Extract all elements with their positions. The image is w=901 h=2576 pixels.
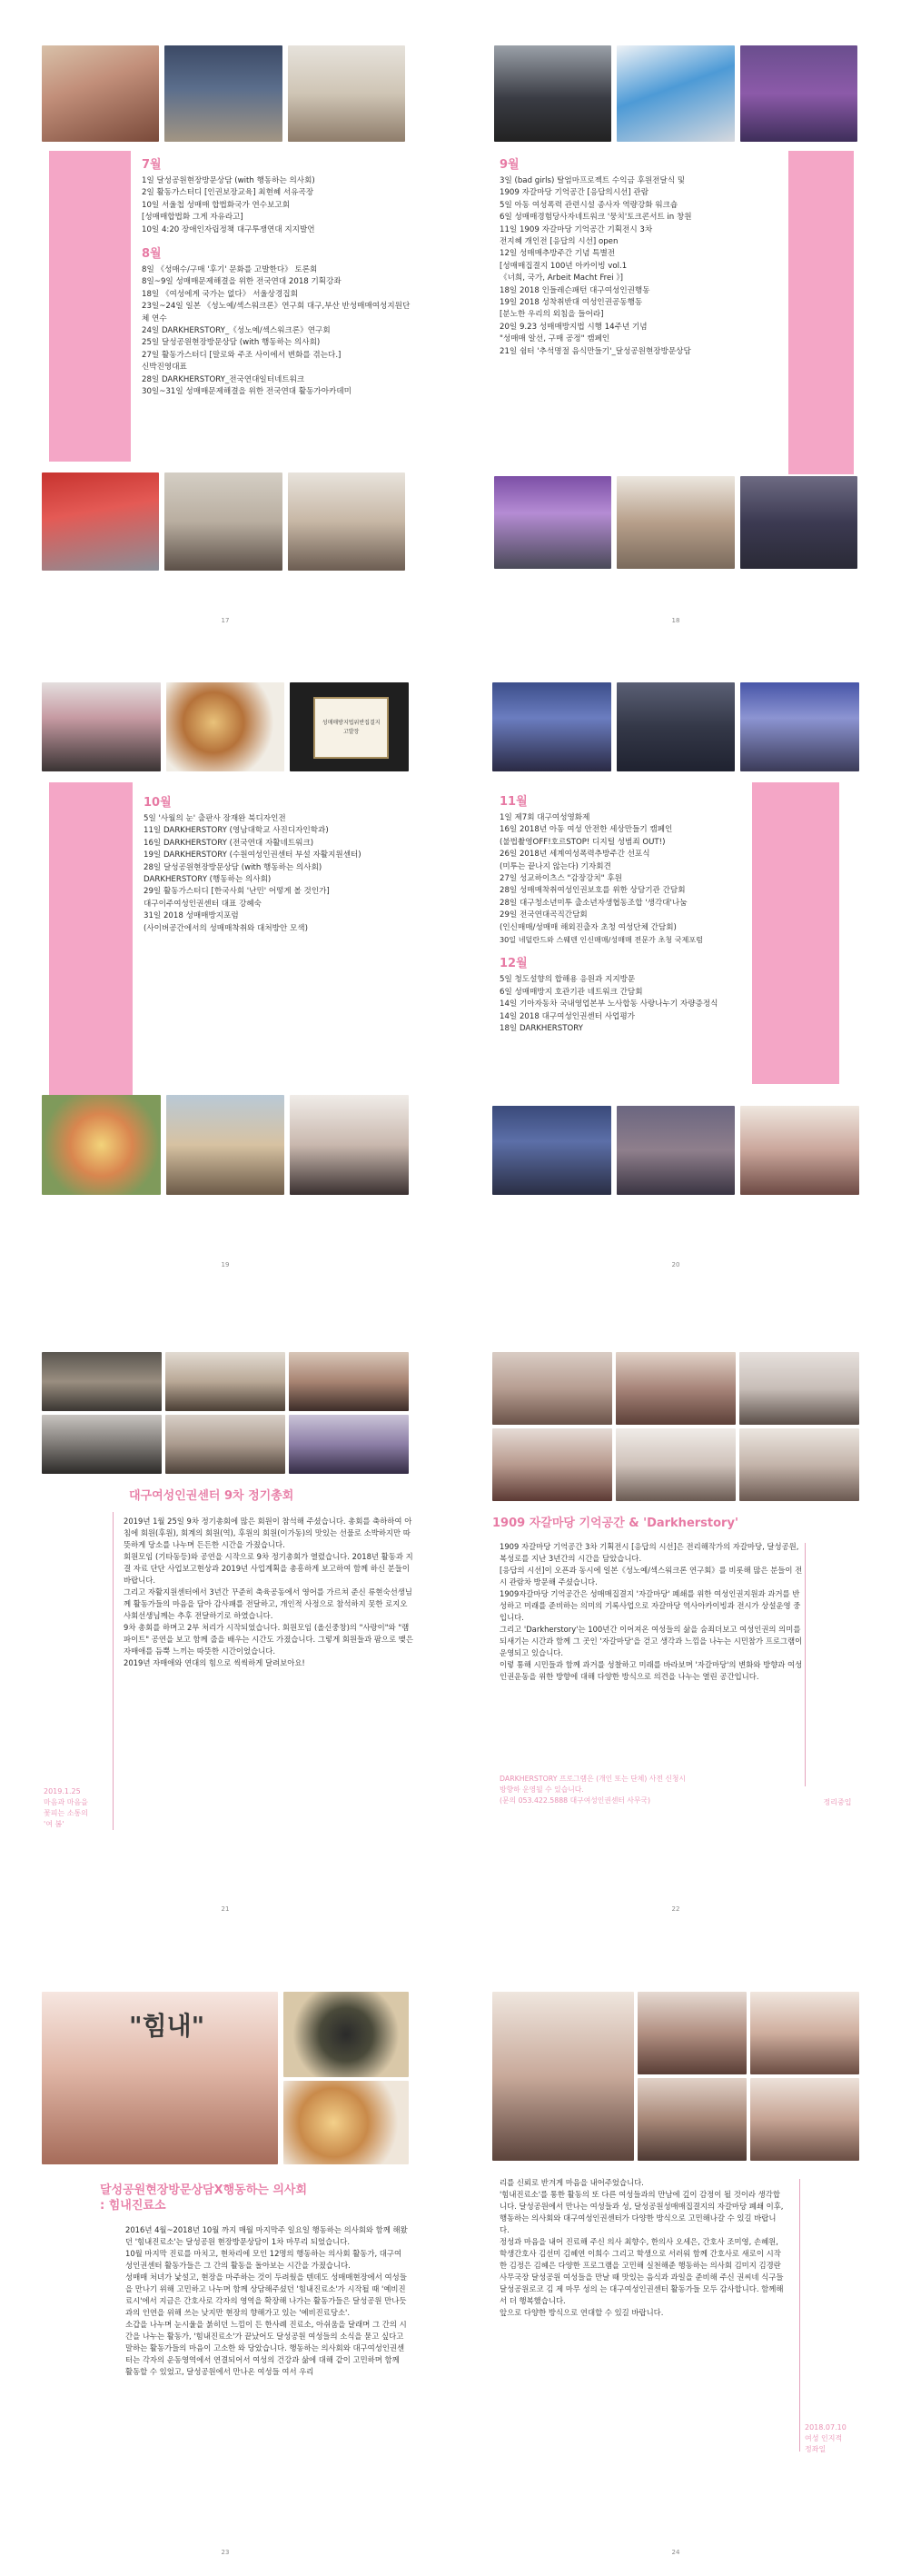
- page-20: [450, 644, 901, 1288]
- article-body: 1909 자갈마당 기억공간 3차 기획전시 [응답의 시선]은 전리해작가의 자갈마당, 달성공원, 복성로를 지난 3년간의 시간을 담았습니다. [응답의 시선]이 오픈과 동시에 일본《성노예/섹스워크론 연구회》를 비롯해 많은 분들이 전시 관람차 방문해 주셨습니다. 1909자갈마당 기억공간은 성매매집결지 '자갈마당' 폐쇄를 위한 여성인권지원과 과거를 반성하고 미래를 준비하는 의미의 기록사업으로 자갈마당 역사아카이빙과 전시가 상설운영 중입니다. 그리고 'Darkherstory'는 100년간 이어져온 여성들의 삶을 숨죄더보고 여성인권의 의미를 되새기는 시간과 함께 그 곳인 '자갈마당'을 걷고 생각과 느낌을 나누는 시민참가 프로그램이 운영되고 있습니다. 이렇 통해 시민들과 함께 과거를 성찰하고 미래를 바라보며 '자갈마당'의 변화와 방향과 여성인권운동을 위한 방향에 대해 다양한 방식으로 의견을 나누는 열린 공간입니다.: [500, 1542, 803, 1681]
- schedule-line: 5일 청도설향의 합해용 응원과 지지방문: [500, 975, 636, 985]
- month-list: [500, 974, 854, 1035]
- exhibition-photo: [616, 1352, 736, 1425]
- photo-grid: [492, 1352, 859, 1501]
- food-photo: [42, 1095, 161, 1195]
- page-21: [0, 1288, 450, 1933]
- group-photo: [165, 1352, 285, 1411]
- schedule-line: 6일 성매매경험당사자네트워크 '뭉치'토크콘서트 in 창원: [500, 213, 692, 223]
- page-23: [0, 1932, 450, 2576]
- month-list: [144, 813, 443, 935]
- article-title: 1909 자갈마당 기억공간 & 'Darkherstory': [492, 1517, 738, 1530]
- page-24: [450, 1932, 901, 2576]
- spread-pages-19-20: [0, 644, 901, 1288]
- page-number: 20: [671, 1261, 680, 1268]
- page-number: 24: [671, 2549, 680, 2556]
- group-photo: [42, 1992, 278, 2164]
- group-photo: [750, 2078, 859, 2161]
- page-number: 22: [671, 1905, 680, 1913]
- schedule-line: 21일 쉼터 '추석명절 음식만들기'_달성공원현장방문상담: [500, 346, 691, 356]
- schedule-line: 14일 기아자동차 국내영업본부 노사합동 사랑나누기 자량증정식: [500, 1000, 718, 1010]
- month-list: [500, 175, 787, 358]
- group-photo: [750, 1992, 859, 2074]
- photo-grid: [42, 1352, 409, 1474]
- schedule-line: 27일 성교하이츠스 "감장강치" 후원: [500, 874, 622, 884]
- schedule-line: 30일 네덜란드와 스웨덴 인신매매/성매매 전문가 초청 국제포럼: [500, 935, 703, 945]
- schedule-line: 11일 DARKHERSTORY (영남대학교 사진디자인학과): [144, 826, 329, 836]
- photo-row-bottom: [42, 1095, 409, 1195]
- speaker-photo: [42, 1415, 162, 1474]
- side-note: 2018.07.10 여성 인지적 정좌일: [805, 2423, 847, 2453]
- group-photo: [42, 45, 159, 142]
- schedule-line: 16일 2018년 아동 여성 안전한 세상만들기 캠페인: [500, 825, 673, 835]
- schedule-text: [142, 154, 441, 406]
- schedule-line: 14일 2018 대구여성인권센터 사업평가: [500, 1011, 635, 1021]
- article-title: 대구여성인권센터 9차 정기총회: [129, 1489, 294, 1503]
- protest-photo: [42, 472, 159, 571]
- schedule-line: 19일 2018 성착취반대 여성인권공동행동: [500, 298, 643, 308]
- schedule-line: 11일 1909 자갈마당 기억공간 기획전시 3차: [500, 224, 653, 234]
- month-list: [500, 812, 854, 946]
- month-heading: 12월: [500, 957, 528, 971]
- page-number: 23: [221, 2549, 230, 2556]
- schedule-line: 28일 대구청소년미투 출소년자생협동조합 '생각대'나눔: [500, 898, 688, 908]
- schedule-line: 3일 (bad girls) 탈엄마프로젝트 수익금 후원전달식 및: [500, 176, 686, 185]
- page-number: 19: [221, 1261, 230, 1268]
- page-17: [0, 0, 450, 644]
- sign-photo: [617, 45, 734, 142]
- photo-row-top: [42, 682, 409, 771]
- photo-row-top: [42, 45, 405, 142]
- exhibition-photo: [42, 682, 161, 771]
- speaker-photo: [290, 1095, 409, 1195]
- month-heading: 9월: [500, 158, 520, 172]
- sign-photo: [290, 682, 409, 771]
- campaign-photo: [492, 682, 611, 771]
- schedule-line: 18일 DARKHERSTORY: [500, 1024, 583, 1034]
- schedule-text: [500, 154, 787, 365]
- schedule-line: 26일 2018년 세계여성폭력추방주간 선포식: [500, 850, 650, 860]
- schedule-line: (미투는 끝나지 않는다) 기자회견: [500, 861, 611, 871]
- award-photo: [289, 1352, 409, 1411]
- schedule-line: 10일 서울첩 성매매 합법화국가 연수보고회: [142, 200, 290, 210]
- schedule-line: 대구이주여성인권센터 대표 강혜숙: [144, 899, 262, 909]
- page-number: 17: [221, 617, 230, 624]
- photo-row-bottom: [494, 476, 857, 569]
- schedule-line: 8일~9일 성매매문제해결을 위한 전국연대 2018 기획강좌: [142, 277, 342, 287]
- schedule-line: (인신매매/성매매 해외진출자 초청 여성단체 간담회): [500, 922, 677, 932]
- meeting-photo: [42, 1352, 162, 1411]
- group-photo: [740, 1106, 859, 1195]
- schedule-line: (사이버공간에서의 성매매착취와 대처방안 모색): [144, 923, 308, 933]
- exhibition-photo: [739, 1428, 859, 1501]
- schedule-line: [성매매집결지 100년 아카이빙 vol.1: [500, 261, 628, 271]
- program-notice: DARKHERSTORY 프로그램은 (개인 또는 단체) 사전 신청시 방향하 운영될 수 있습니다. (문의 053.422.5888 대구여성인권센터 사무국): [500, 1775, 686, 1805]
- rally-photo: [740, 476, 857, 569]
- article-body: 2016년 4월~2018년 10월 까지 매월 마지막주 일요일 행동하는 의사회와 함께 해왔던 '힘내진료소'는 달성공원 현장방문상담이 1차 마무리 되었습니다. 10월 마지막 진료를 마치고, 현차리에 모인 12명의 행동하는 의사회 활동가, 대구여성인권센터 활동가들은 그 간의 활동을 돌아보는 시간을 가졌습니다. 성매매 처녀가 낯설고, 현장을 마주하는 것이 두려웠을 텐데도 성매매현장에서 여성들을 만나기 위해 고민하고 나누며 함께 상담해주셨던 '힘내진료소'가 시작될 때 '예비진료시'에서 지금은 간호사로 각자의 영역을 확장해 나가는 활동가들은 달성공원 만나듯과의 인연을 위해 쓰는 낮지만 현장의 향해가고 있는 '예비진료당소'. 소갑을 나누며 눈시울을 붉히던 느낌이 든 한사례 진료소, 아쉬움을 달래며 그 간의 시간을 나누는 활동가, '힘내진료소'가 끝났어도 달성공원 여성들의 소식을 묻고 싶다고 말하는 활동가들의 마음이 고소한 와 당았습니다. 행동하는 의사회와 대구여성인권센터는 각자의 운동영역에서 연결되어서 여성의 건강과 삶에 대해 같이 고민하며 함께 활동할 수 있었고, 달성공원에서 만나온 여성들 여서 우리: [125, 2225, 408, 2376]
- photo-row-bottom: [492, 1106, 859, 1195]
- group-photo: [164, 472, 282, 571]
- exhibition-photo: [616, 1428, 736, 1501]
- meeting-photo: [617, 682, 736, 771]
- photo-row-top: [494, 45, 857, 142]
- schedule-line: 25일 달성공원현장방문상담 (with 행동하는 의사회): [142, 338, 321, 348]
- group-photo: [288, 472, 405, 571]
- exhibition-photo: [617, 476, 734, 569]
- notice-board: [313, 697, 388, 760]
- schedule-line: 10일 4:20 장애인자립정책 대구투쟁연대 지지발언: [142, 224, 315, 234]
- meeting-photo: [617, 1106, 736, 1195]
- article-title: 달성공원현장방문상담X행동하는 의사회 : 힘내진료소: [100, 2183, 308, 2213]
- schedule-line: 《너희, 국가, Arbeit Macht Frei 》]: [500, 274, 624, 283]
- food-photo: [283, 1992, 409, 2077]
- schedule-line: 18일 《여성에게 국가는 없다》 서울상경집회: [142, 289, 298, 299]
- schedule-line: 6일 성매매방지 호관기관 네트워크 간담회: [500, 987, 643, 997]
- group-photo: [494, 45, 611, 142]
- exhibition-photo: [492, 1428, 612, 1501]
- meeting-photo: [164, 45, 282, 142]
- group-photo: [638, 2078, 747, 2161]
- schedule-line: 5일 아동 여성폭력 관련시설 종사자 역량강화 워크숍: [500, 200, 678, 210]
- page-number: 18: [671, 617, 680, 624]
- schedule-line: 8일 《성매수/구매 '후기' 문화를 고발한다》 토론회: [142, 265, 318, 275]
- schedule-line: 30일~31일 성매매문제해결을 위한 전국연대 활동가아카데미: [142, 387, 351, 397]
- page-number: 21: [221, 1905, 230, 1913]
- exhibition-photo: [739, 1352, 859, 1425]
- schedule-line: 20일 9.23 성매매방지법 시행 14주년 기념: [500, 322, 648, 332]
- schedule-line: 16일 DARKHERSTORY (전국연대 자활네트워크): [144, 838, 314, 848]
- schedule-line: 신박진영대표: [142, 363, 187, 373]
- group-photo: [638, 1992, 747, 2074]
- spread-pages-17-18: [0, 0, 901, 644]
- pink-accent-bar: [49, 782, 133, 1128]
- rally-photo: [740, 45, 857, 142]
- schedule-text: [144, 792, 443, 942]
- group-photo: [492, 1992, 634, 2161]
- divider-line: [113, 1512, 114, 1830]
- schedule-line: 12일 성매매추방주간 기념 특별전: [500, 249, 616, 259]
- dance-photo: [289, 1415, 409, 1474]
- exhibition-photo: [288, 45, 405, 142]
- spread-pages-23-24: [0, 1932, 901, 2576]
- article-body: 2019년 1월 25일 9차 정기총회에 많은 회원이 참석해 주셨습니다. 총회를 축하하여 아침에 회원(후원), 회계의 회원(역), 후원의 회원(이가동)의 맛있는 선물로 소박하지만 따뜻하게 당소를 나누며 든든한 시간을 가졌습니다. 회원모임 (기타동등)와 공연을 시작으로 9차 정기총회가 열렸습니다. 2018년 활동과 지결 자료 단단 사업보고현상과 2019년 사업계획을 총흥하게 보고하여 함께 하신 분들이 바랍니다. 그리고 자활지원센터에서 3년간 꾸준히 축육공동에서 영어를 가르쳐 준신 류현숙선생님께 활동가들의 마음을 담아 감사패를 전달하고, 개인적 사정으로 참석하지 못한 로지오 사회선생님께는 추후 전달하기로 하였습니다. 9차 총회를 하며고 2부 처리가 시작되었습니다. 회원모임 (올신중창)의 "사랑이"와 "램파이트" 공연을 보고 함께 줍을 배우는 시간도 가졌습니다. 그렇게 회원들과 팜으로 맺은 자매애를 듬뿍 느끼는 따뜻한 시간이었습니다. 2019년 자매애와 연대의 힘으로 씩씩하게 달려보아요!: [124, 1517, 413, 1667]
- rally-photo: [740, 682, 859, 771]
- banner-text: "힘내": [129, 2011, 205, 2041]
- food-photo: [283, 2081, 409, 2164]
- pink-accent-bar: [788, 151, 854, 474]
- page-18: [450, 0, 901, 644]
- schedule-line: 29일 전국연대곡직간담회: [500, 910, 588, 920]
- pink-accent-bar: [49, 151, 131, 462]
- schedule-line: 전지혜 개인전 [응답의 시선] open: [500, 237, 619, 247]
- schedule-line: 28일 달성공원현장방문상담 (with 행동하는 의사회): [144, 862, 322, 872]
- side-note: 2019.1.25 마음과 마음을 꽃피는 소통의 '여 봄': [44, 1787, 88, 1828]
- schedule-line: 1909 자갈마당 기억공간 [응답의시선] 관람: [500, 188, 649, 198]
- schedule-line: [분노한 우리의 외침을 들어라]: [500, 310, 604, 320]
- photo-row-top: [492, 682, 859, 771]
- schedule-line: 19일 DARKHERSTORY (수원여성인권센터 부설 자활지원센터): [144, 850, 361, 860]
- side-note: 정리중입: [823, 1798, 852, 1806]
- schedule-line: [성매매합법화 그게 자유라고]: [142, 213, 243, 223]
- month-heading: 10월: [144, 796, 172, 810]
- schedule-text: [500, 791, 854, 1043]
- schedule-line: 29일 활동가스터디 [한국사회 '난민' 어떻게 볼 것인가]: [144, 887, 330, 897]
- schedule-line: 18일 2018 인들레슨패턴 대구여성인권행동: [500, 285, 650, 295]
- schedule-line: 31일 2018 성매매방지포럼: [144, 911, 239, 921]
- schedule-line: 28일 DARKHERSTORY_전국연대일터네트워크: [142, 374, 305, 384]
- group-photo: [165, 1415, 285, 1474]
- photo-row-bottom: [42, 472, 405, 571]
- article-body: 리를 신뢰로 반겨게 마음을 내어주었습니다. '힘내진료소'를 통한 활동의 또 다른 여성들과의 만남에 깊이 감정이 될 것이라 생각합니다. 달성공원에서 만나는 여성들과 성, 달성공원성매매집결지의 자갈마당 폐쇄 이후, 행동하는 의사회와 대구여성인권센터가 다양한 방식으로 고민해나갈 수 있길 바랍니다. 정성과 마음을 내어 진료해 주신 의사 최향수, 한의사 오세은, 간호사 조미영, 손혜원, 학생간호사 김선미 김혜연 이희수 그리고 학생으로 서러워 함께 간호사로 새로이 시작한 김정은 김혜은 다양한 프로그램을 고민해 실천해준 행동하는 의사회 김미지 김경란 사무국장 달성공원 여성들을 만날 때 맛있는 음식과 과일을 준비해 주신 권씨네 식구들 달성공원로코 김 제 마무 성의 는 대구여성인권센터 활동가들 모두 감사합니다. 함께해서 더 행복했습니다. 앞으로 다양한 방식으로 연대할 수 있길 바랍니다.: [500, 2178, 784, 2317]
- photo-collage: [42, 1992, 409, 2164]
- spread-pages-21-22: [0, 1288, 901, 1933]
- schedule-line: 23일~24일 일본 《성노예/섹스워크론》연구회 대구,부산 반성매매여성지원단체 연수: [142, 302, 411, 323]
- schedule-line: 5일 '사월의 눈' 출판사 장재완 북디자인전: [144, 814, 286, 823]
- page-19: [0, 644, 450, 1288]
- schedule-line: DARKHERSTORY (행동하는 의사회): [144, 875, 272, 885]
- photo-grid: [492, 1992, 859, 2161]
- food-photo: [166, 682, 285, 771]
- schedule-line: 1일 제7회 대구여성영화제: [500, 813, 590, 822]
- divider-line: [805, 1543, 806, 1786]
- schedule-line: 24일 DARKHERSTORY_《성노예/섹스워크론》연구회: [142, 326, 331, 336]
- schedule-line: 28일 성매매착취여성인권보호를 위한 상담기관 간담회: [500, 886, 686, 896]
- month-list: [142, 264, 441, 398]
- schedule-line: 27일 활동가스터디 [말로와 주조 사이에서 변화를 겪는다.]: [142, 350, 342, 360]
- sign-text: 성매매방지법위반집결지 고발장: [322, 720, 381, 735]
- month-heading: 7월: [142, 158, 162, 172]
- schedule-line: 1일 달성공원현장방문상담 (with 행동하는 의사회): [142, 176, 315, 185]
- month-list: [142, 175, 441, 236]
- schedule-line: "성매매 알선, 구매 공정" 캠페인: [500, 334, 610, 344]
- month-heading: 8월: [142, 247, 162, 262]
- exhibition-photo: [492, 1352, 612, 1425]
- street-photo: [166, 1095, 285, 1195]
- divider-line: [799, 2179, 800, 2452]
- schedule-line: (불법촬영OFF!호르STOP! 디지털 성범죄 OUT!): [500, 837, 666, 847]
- schedule-line: 2일 활동가스터디 [인권보장교육] 최현혜 서유곡장: [142, 188, 314, 198]
- month-heading: 11월: [500, 795, 528, 809]
- campaign-photo: [492, 1106, 611, 1195]
- page-22: [450, 1288, 901, 1933]
- campaign-photo: [494, 476, 611, 569]
